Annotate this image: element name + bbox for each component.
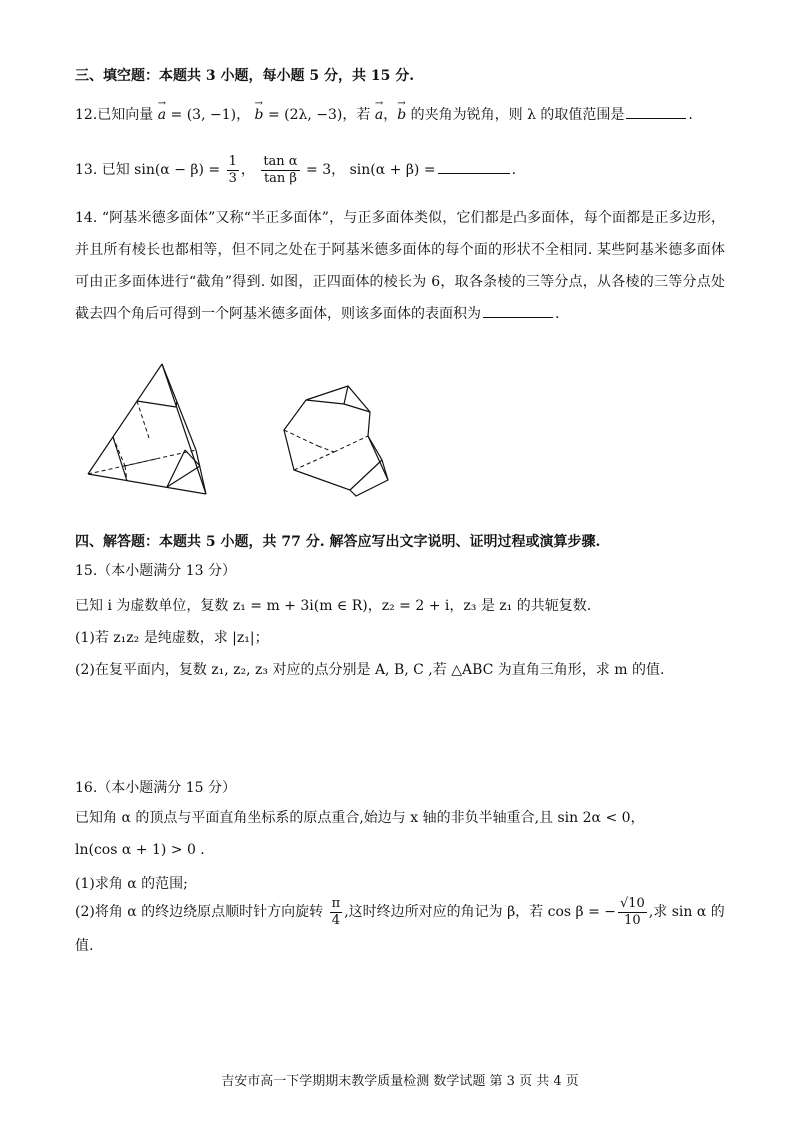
- q13-end: .: [511, 162, 517, 178]
- q13-number: 13.: [75, 162, 98, 178]
- q13-sep: ，: [240, 162, 255, 178]
- q14-text: 14. “阿基米德多面体”又称“半正多面体”，与正多面体类似，它们都是凸多面体，每个面都是正多边形，并且所有棱长也都相等，但不同之处在于阿基米德多面体的每个面的形状不全相同. 某些阿基米德多面体可由正多面体进行“截角”得到. 如图，正四面体的棱长为 6，取各条棱的三等分点，从各棱的三等分点处截去四个角后可得到一个阿基米德多面体，则该多面体的表面积为: [75, 210, 725, 322]
- section3-header: 三、填空题：本题共 3 小题，每小题 5 分，共 15 分.: [75, 68, 415, 84]
- q13-text-a: 已知 sin(α − β) =: [101, 162, 221, 178]
- q13-frac2-den: tan β: [263, 170, 297, 186]
- q16-title: 16.（本小题满分 15 分）: [75, 780, 236, 796]
- q16-part1: (1)求角 α 的范围;: [75, 876, 188, 892]
- figure-tetrahedron-cut: [80, 358, 220, 500]
- q12-eq-b: = (2λ, −3)，若: [267, 107, 371, 123]
- q13-frac2-num: tan α: [263, 153, 298, 169]
- q13-frac1-num: 1: [228, 153, 237, 169]
- q16-stem2: ln(cos α + 1) > 0 .: [75, 842, 205, 858]
- q12-comma: ，: [383, 107, 398, 123]
- question-14: [75, 202, 725, 330]
- q14-answer-blank[interactable]: [483, 303, 553, 318]
- q12-eq-a: = (3, −1)，: [170, 107, 251, 123]
- q13-fraction-2: [261, 154, 299, 187]
- q16-part2-c: ,求 sin α 的: [648, 904, 725, 920]
- section4-header: 四、解答题：本题共 5 小题，共 77 分. 解答应写出文字说明、证明过程或演算步骤.: [75, 534, 601, 550]
- page-footer: 吉安市高一下学期期末教学质量检测 数学试题 第 3 页 共 4 页: [221, 1074, 579, 1089]
- q16-rotation-fraction: [330, 896, 343, 929]
- q12-vector-b: → b: [255, 105, 264, 125]
- q13-answer-blank[interactable]: [438, 159, 510, 174]
- q12-number: 12.: [75, 107, 98, 123]
- question-12: [75, 104, 693, 125]
- q16-part2-b: ,这时终边所对应的角记为 β，若 cos β = −: [344, 904, 616, 920]
- q12-text-a: 已知向量: [97, 107, 154, 123]
- q16-cos-num: √10: [620, 895, 645, 911]
- q13-fraction-1: [227, 154, 239, 187]
- q12-answer-blank[interactable]: [626, 104, 686, 119]
- q16-part2: [75, 894, 725, 930]
- q15-part2: (2)在复平面内，复数 z₁, z₂, z₃ 对应的点分别是 A, B, C ,若 △ABC 为直角三角形，求 m 的值.: [75, 662, 665, 678]
- q13-eq3: = 3，: [306, 162, 346, 178]
- q15-stem: 已知 i 为虚数单位，复数 z₁ = m + 3i(m ∈ R)，z₂ = 2 + i，z₃ 是 z₁ 的共轭复数.: [75, 598, 592, 614]
- q16-rot-den: 4: [331, 912, 341, 928]
- question-13: [75, 152, 516, 188]
- q16-cos-fraction: [618, 896, 647, 929]
- q16-cos-den: 10: [624, 912, 641, 928]
- q13-text-end: sin(α + β) =: [349, 162, 436, 178]
- figure-truncated-tetrahedron: [278, 380, 393, 500]
- q12-text-end: 的夹角为锐角，则 λ 的取值范围是: [410, 107, 625, 123]
- q13-frac1-den: 3: [228, 170, 237, 186]
- q16-rot-num: π: [331, 895, 341, 911]
- q14-end: .: [555, 306, 560, 322]
- q12-end: .: [688, 107, 693, 123]
- q16-stem: 已知角 α 的顶点与平面直角坐标系的原点重合,始边与 x 轴的非负半轴重合,且 sin 2α < 0，: [75, 810, 645, 826]
- q15-title: 15.（本小题满分 13 分）: [75, 563, 236, 579]
- q15-part1: (1)若 z₁z₂ 是纯虚数，求 |z₁|；: [75, 630, 269, 646]
- q12-vector-a-2: → a: [375, 105, 383, 125]
- q12-vector-b-2: → b: [397, 105, 406, 125]
- q16-part2-d: 值.: [75, 938, 94, 954]
- q16-part2-a: (2)将角 α 的终边绕原点顺时针方向旋转: [75, 904, 324, 920]
- q12-vector-a: → a: [158, 105, 166, 125]
